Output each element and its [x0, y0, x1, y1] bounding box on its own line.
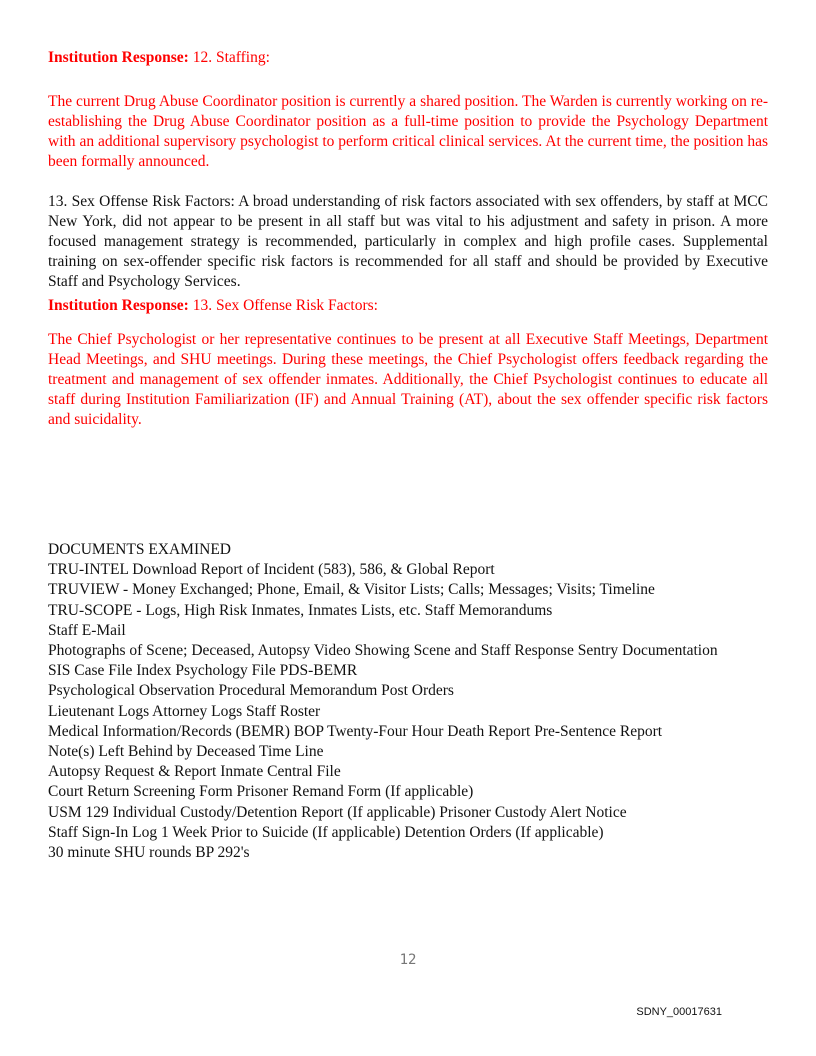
document-item: Medical Information/Records (BEMR) BOP Twenty-Four Hour Death Report Pre-Sentence Report [48, 722, 663, 740]
document-item: Staff E-Mail [48, 621, 126, 639]
documents-examined-title: DOCUMENTS EXAMINED [48, 541, 231, 558]
bates-number: SDNY_00017631 [636, 1006, 722, 1018]
document-item: 30 minute SHU rounds BP 292's [48, 844, 250, 862]
document-item: Photographs of Scene; Deceased, Autopsy Video Showing Scene and Staff Response Sentry Documentation [48, 642, 718, 660]
document-item: Psychological Observation Procedural Memorandum Post Orders [48, 682, 454, 700]
document-item: Autopsy Request & Report Inmate Central File [48, 763, 341, 781]
institution-response-label: Institution Response: [48, 49, 189, 66]
documents-examined-list [48, 540, 788, 863]
page-number: 12 [399, 952, 417, 968]
document-item: TRU-INTEL Download Report of Incident (583), 586, & Global Report [48, 561, 495, 579]
document-item: USM 129 Individual Custody/Detention Report (If applicable) Prisoner Custody Alert Notice [48, 803, 627, 821]
document-item: Note(s) Left Behind by Deceased Time Line [48, 743, 324, 761]
response-topic: 12. Staffing: [192, 49, 270, 66]
response-topic: 13. Sex Offense Risk Factors: [192, 297, 378, 314]
document-item: Staff Sign-In Log 1 Week Prior to Suicide (If applicable) Detention Orders (If applicable) [48, 823, 604, 841]
document-item: TRU-SCOPE - Logs, High Risk Inmates, Inmates Lists, etc. Staff Memorandums [48, 601, 553, 619]
document-item: SIS Case File Index Psychology File PDS-BEMR [48, 662, 358, 680]
staffing-response-body: The current Drug Abuse Coordinator position is currently a shared position. The Warden is currently working on re-establishing the Drug Abuse Coordinator position as a full-time position to provide the Psychology Department with an additional supervisory psychologist to perform critical clinical services. At the current time, the position has been formally announced. [48, 93, 768, 170]
document-item: Court Return Screening Form Prisoner Remand Form (If applicable) [48, 783, 474, 801]
document-item: Lieutenant Logs Attorney Logs Staff Roster [48, 702, 321, 720]
institution-response-label: Institution Response: [48, 297, 189, 314]
document-item: TRUVIEW - Money Exchanged; Phone, Email, & Visitor Lists; Calls; Messages; Visits; Timeline [48, 581, 655, 599]
item-13-paragraph: 13. Sex Offense Risk Factors: A broad understanding of risk factors associated with sex offenders, by staff at MCC New York, did not appear to be present in all staff but was vital to his adjustment and safety in prison. A more focused management strategy is recommended, particularly in complex and high profile cases. Supplemental training on sex-offender specific risk factors is recommended for all staff and should be provided by Executive Staff and Psychology Services. [48, 193, 768, 290]
staffing-response-heading [48, 48, 768, 68]
sex-offense-response-body: The Chief Psychologist or her representative continues to be present at all Executive Staff Meetings, Department Head Meetings, and SHU meetings. During these meetings, the Chief Psychologist offers feedback regarding the treatment and management of sex offender inmates. Additionally, the Chief Psychologist continues to educate all staff during Institution Familiarization (IF) and Annual Training (AT), about the sex offender specific risk factors and suicidality. [48, 331, 768, 428]
sex-offense-response-heading [48, 296, 768, 316]
